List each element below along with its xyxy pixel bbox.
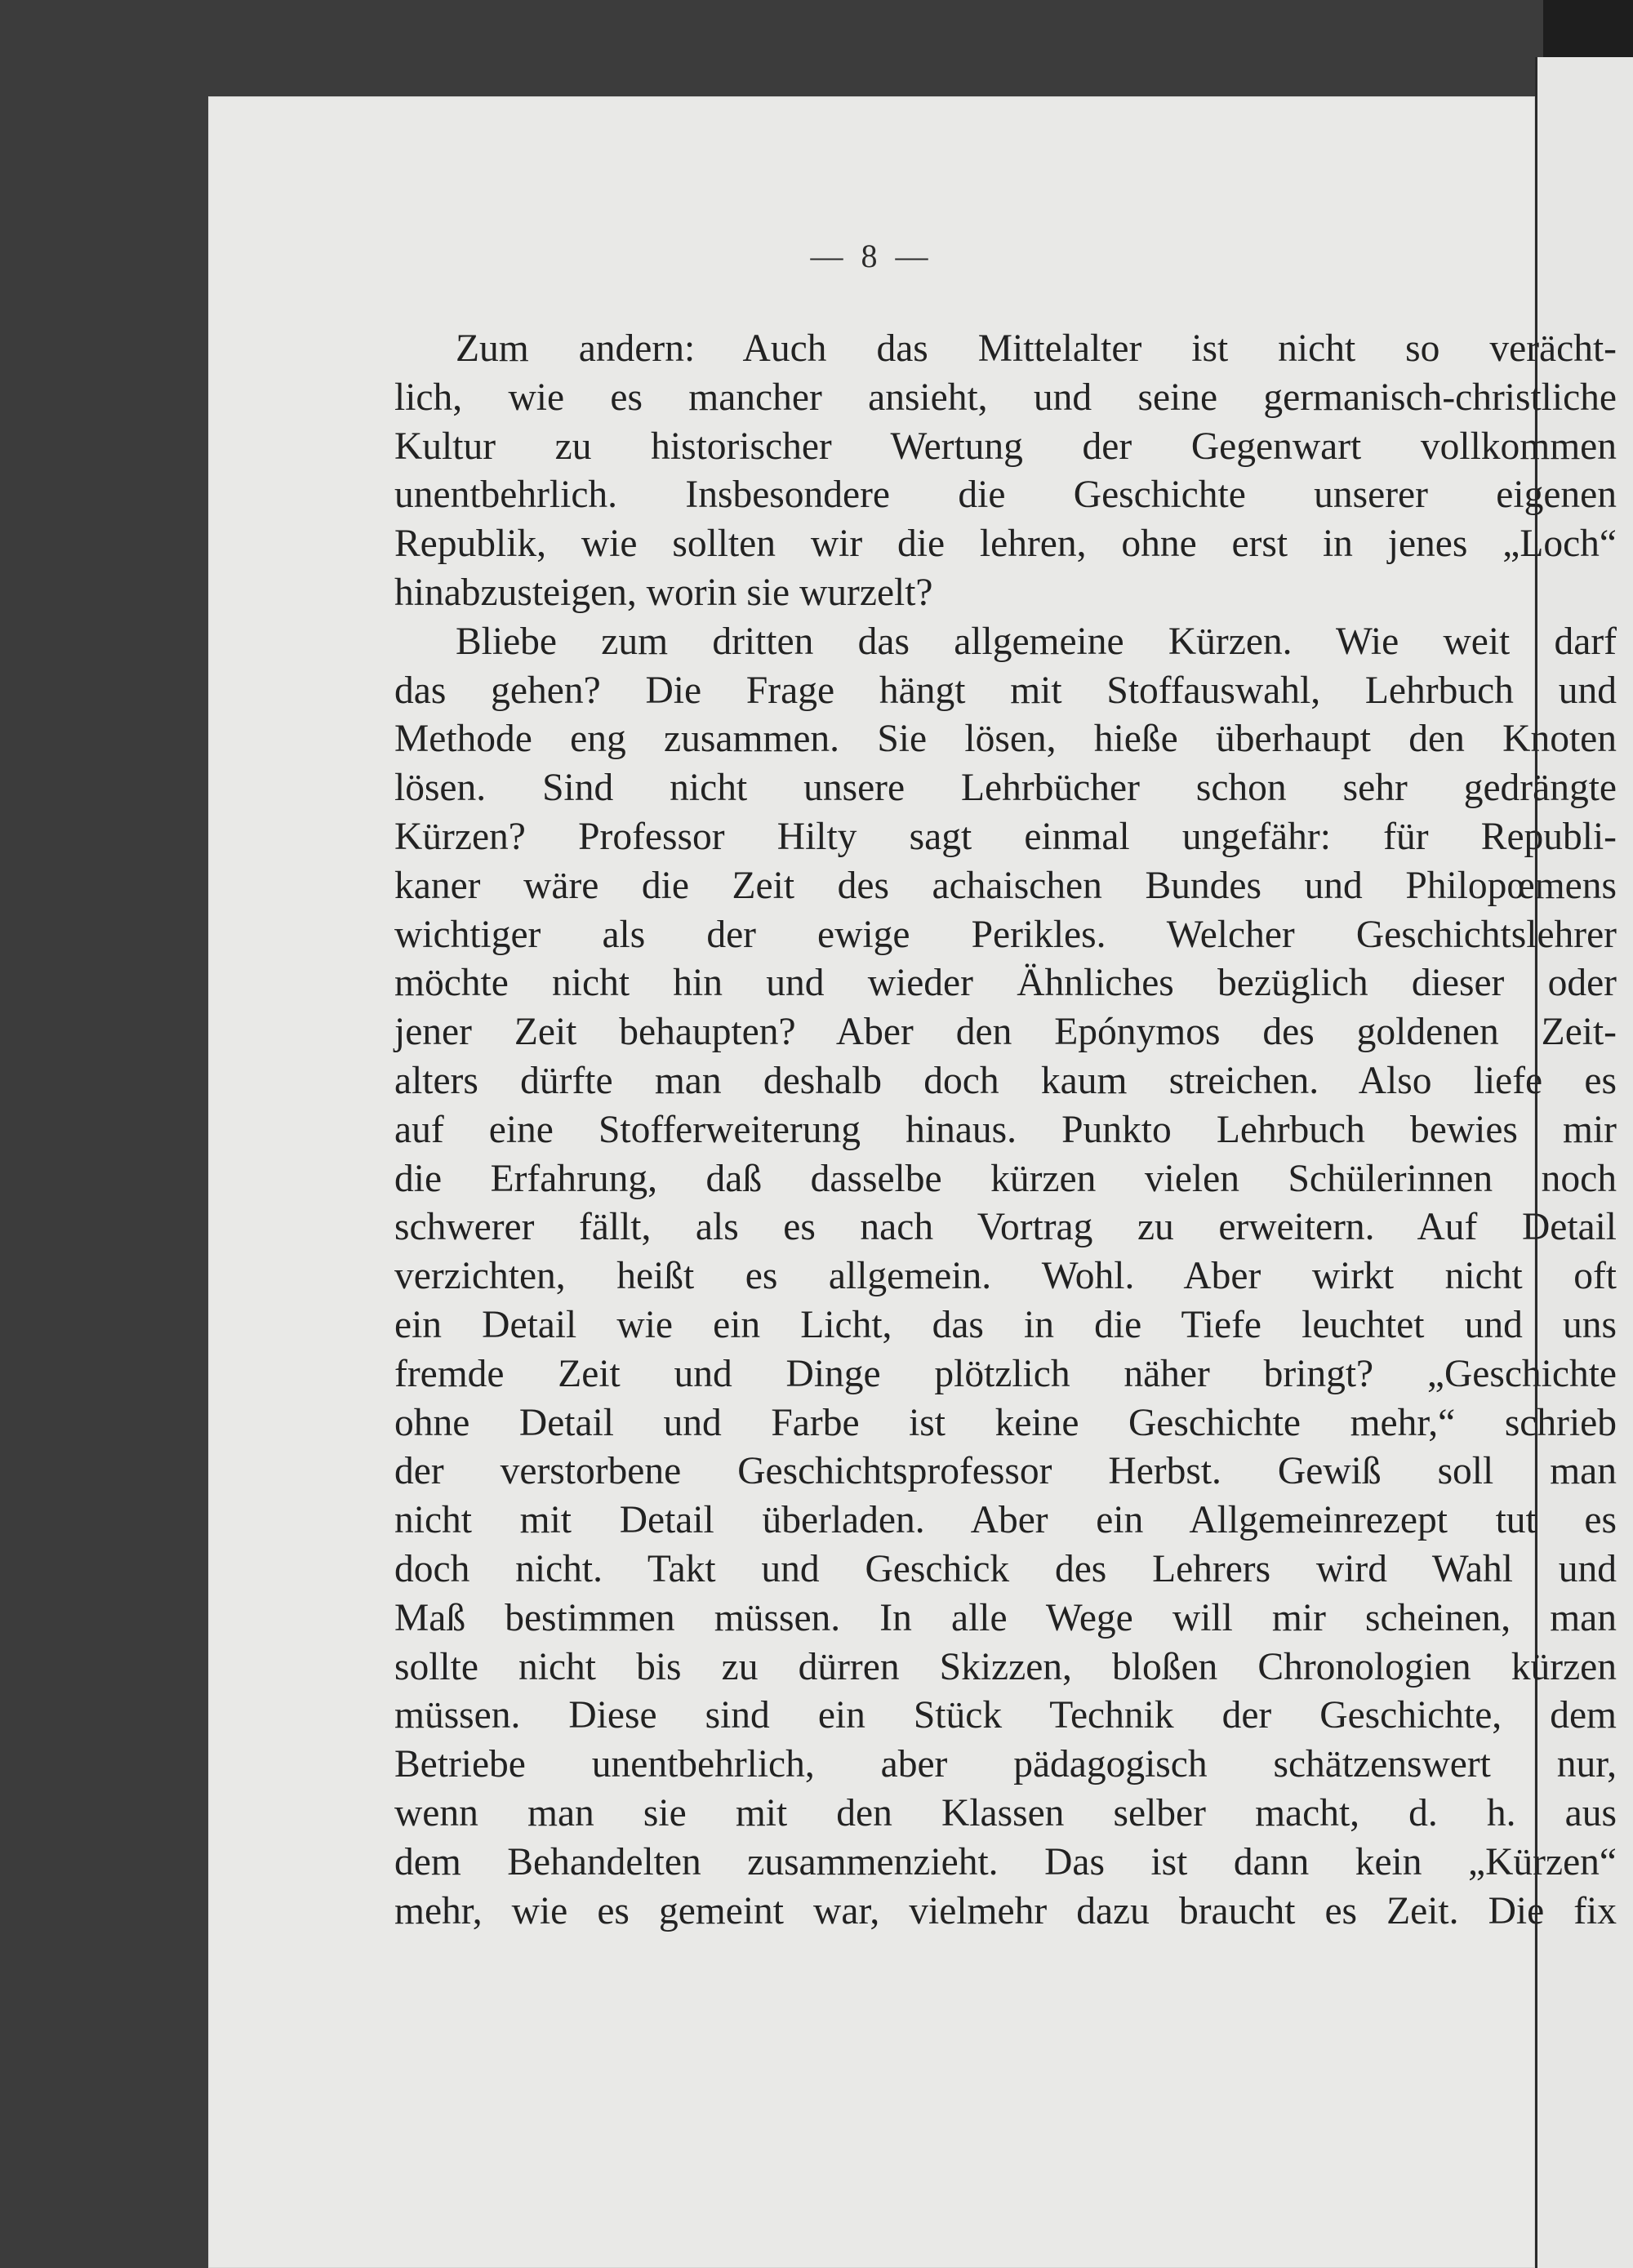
text-line: jener Zeit behaupten? Aber den Epónymos des goldenen Zeit-	[394, 1011, 1617, 1054]
text-line: möchte nicht hin und wieder Ähnliches bezüglich dieser oder	[394, 962, 1617, 1005]
text-line: schwerer fällt, als es nach Vortrag zu erweitern. Auf Detail	[394, 1206, 1617, 1249]
text-line: Kultur zu historischer Wertung der Gegenwart vollkommen	[394, 425, 1617, 468]
body-text	[394, 325, 1617, 1936]
text-line: unentbehrlich. Insbesondere die Geschichte unserer eigenen	[394, 474, 1617, 517]
text-line: Republik, wie sollten wir die lehren, ohne erst in jenes „Loch“	[394, 523, 1617, 566]
text-line: Bliebe zum dritten das allgemeine Kürzen. Wie weit darf	[456, 620, 1617, 663]
text-line: die Erfahrung, daß dasselbe kürzen vielen Schülerinnen noch	[394, 1157, 1617, 1200]
text-line: kaner wäre die Zeit des achaischen Bundes und Philopœmens	[394, 864, 1617, 907]
text-line: Maß bestimmen müssen. In alle Wege will mir scheinen, man	[394, 1596, 1617, 1639]
text-line: nicht mit Detail überladen. Aber ein Allgemeinrezept tut es	[394, 1499, 1617, 1542]
text-line: lich, wie es mancher ansieht, und seine germanisch-christliche	[394, 376, 1617, 419]
text-line: Methode eng zusammen. Sie lösen, hieße überhaupt den Knoten	[394, 718, 1617, 761]
text-line: lösen. Sind nicht unsere Lehrbücher schon sehr gedrängte	[394, 767, 1617, 810]
text-line: Betriebe unentbehrlich, aber pädagogisch schätzenswert nur,	[394, 1743, 1617, 1786]
text-line: dem Behandelten zusammenzieht. Das ist dann kein „Kürzen“	[394, 1840, 1617, 1883]
book-page	[208, 96, 1617, 2268]
text-line: hinabzusteigen, worin sie wurzelt?	[394, 571, 933, 614]
text-line: verzichten, heißt es allgemein. Wohl. Aber wirkt nicht oft	[394, 1255, 1617, 1298]
text-line: mehr, wie es gemeint war, vielmehr dazu braucht es Zeit. Die fix	[394, 1889, 1617, 1932]
text-line: sollte nicht bis zu dürren Skizzen, bloßen Chronologien kürzen	[394, 1645, 1617, 1688]
text-line: fremde Zeit und Dinge plötzlich näher bringt? „Geschichte	[394, 1352, 1617, 1395]
text-line: der verstorbene Geschichtsprofessor Herbst. Gewiß soll man	[394, 1450, 1617, 1493]
text-line: wichtiger als der ewige Perikles. Welcher Geschichtslehrer	[394, 913, 1617, 956]
text-line: Zum andern: Auch das Mittelalter ist nicht so verächt-	[456, 327, 1617, 370]
text-line: ohne Detail und Farbe ist keine Geschichte mehr,“ schrieb	[394, 1401, 1617, 1444]
text-line: alters dürfte man deshalb doch kaum streichen. Also liefe es	[394, 1059, 1617, 1102]
text-line: das gehen? Die Frage hängt mit Stoffauswahl, Lehrbuch und	[394, 669, 1617, 712]
text-line: auf eine Stofferweiterung hinaus. Punkto Lehrbuch bewies mir	[394, 1108, 1617, 1151]
text-line: ein Detail wie ein Licht, das in die Tiefe leuchtet und uns	[394, 1303, 1617, 1346]
page-number: — 8 —	[810, 238, 933, 274]
text-line: wenn man sie mit den Klassen selber macht, d. h. aus	[394, 1791, 1617, 1834]
text-line: müssen. Diese sind ein Stück Technik der Geschichte, dem	[394, 1694, 1617, 1737]
text-line: doch nicht. Takt und Geschick des Lehrers wird Wahl und	[394, 1547, 1617, 1590]
book-cover-edge	[1543, 0, 1633, 65]
text-line: Kürzen? Professor Hilty sagt einmal ungefähr: für Republi-	[394, 815, 1617, 858]
